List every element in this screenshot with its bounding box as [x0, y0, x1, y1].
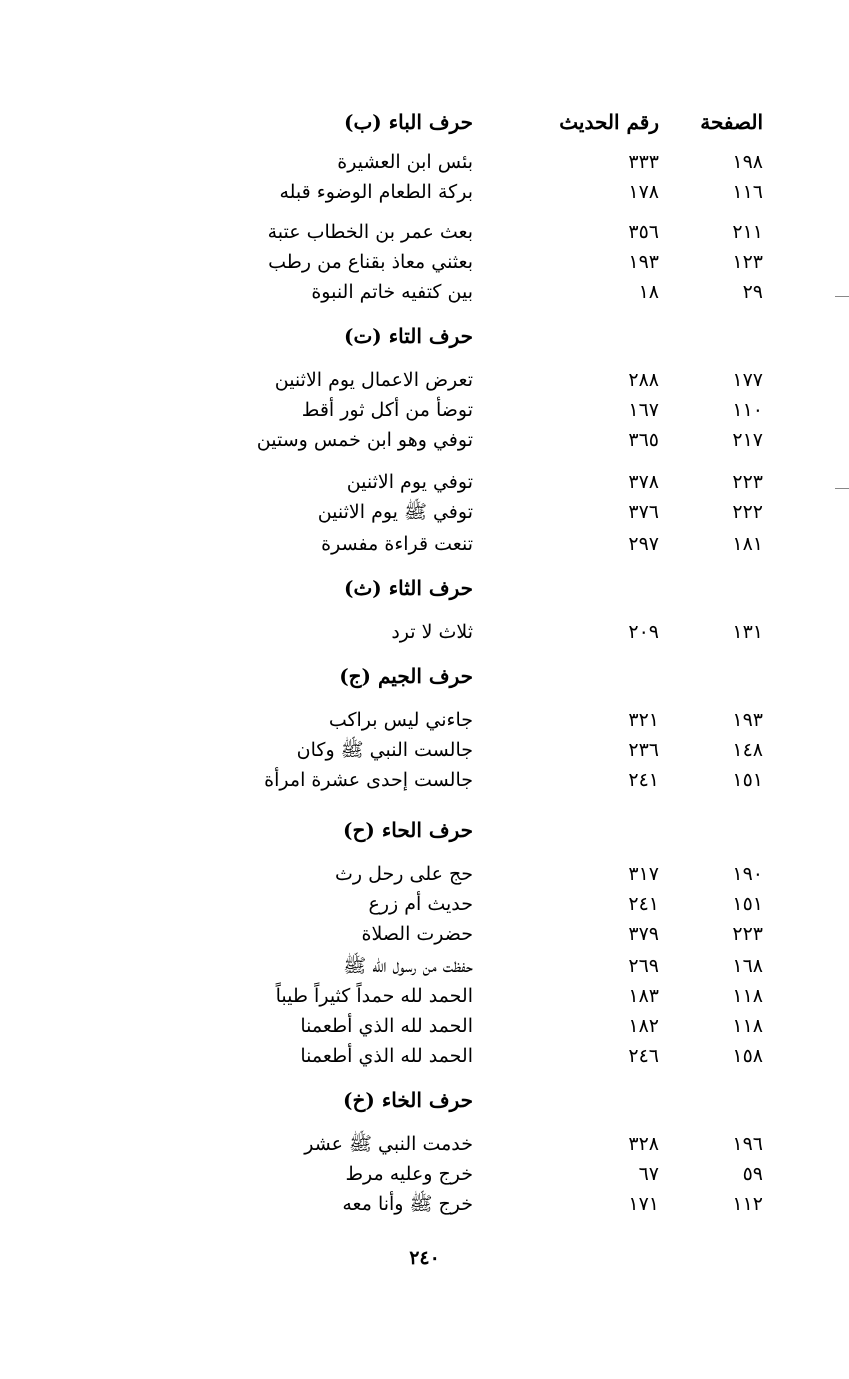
entry-hadith-number: ٢٦٩ — [628, 955, 659, 977]
entry-text: بركة الطعام الوضوء قبله — [279, 181, 473, 203]
entry-hadith-number: ١٧٨ — [628, 181, 659, 203]
entry-hadith-number: ١٧١ — [628, 1193, 659, 1215]
entry-page-number: ١٤٨ — [732, 739, 763, 761]
entry-page-number: ١٦٨ — [732, 955, 763, 977]
scan-mark — [835, 488, 849, 489]
entry-page-number: ١٥١ — [732, 769, 763, 791]
entry-hadith-number: ٢٨٨ — [628, 369, 659, 391]
entry-text: بين كتفيه خاتم النبوة — [311, 281, 473, 303]
page-number: ٢٤٠ — [409, 1247, 440, 1269]
entry-hadith-number: ٣٢١ — [628, 709, 659, 731]
column-header-hadith-number: رقم الحديث — [559, 110, 659, 134]
entry-text: جالست النبي ﷺ وكان — [296, 739, 473, 761]
entry-hadith-number: ٣٧٨ — [628, 471, 659, 493]
entry-page-number: ١٣١ — [732, 621, 763, 643]
entry-page-number: ٢١٧ — [732, 429, 763, 451]
entry-page-number: ٢٩ — [742, 281, 763, 303]
entry-text: بعثني معاذ بقناع من رطب — [268, 251, 473, 273]
entry-page-number: ١١٠ — [732, 399, 763, 421]
entry-text: الحمد لله الذي أطعمنا — [300, 1015, 473, 1037]
entry-text: ثلاث لا ترد — [391, 621, 473, 643]
entry-hadith-number: ٣٧٩ — [628, 923, 659, 945]
entry-hadith-number: ٣٢٨ — [628, 1133, 659, 1155]
entry-page-number: ٥٩ — [742, 1163, 763, 1185]
entry-text: توضأ من أكل ثور أقط — [301, 399, 473, 421]
entry-hadith-number: ٣٥٦ — [628, 221, 659, 243]
entry-hadith-number: ٣١٧ — [628, 863, 659, 885]
entry-page-number: ١٥٨ — [732, 1045, 763, 1067]
entry-text: الحمد لله حمداً كثيراً طيباً — [275, 985, 473, 1007]
entry-page-number: ١٥١ — [732, 893, 763, 915]
entry-page-number: ١١٦ — [732, 181, 763, 203]
entry-hadith-number: ٢٠٩ — [628, 621, 659, 643]
section-heading: حرف الباء (ب) — [344, 110, 473, 134]
entry-text: جاءني ليس براكب — [328, 709, 473, 731]
entry-page-number: ٢٢٣ — [732, 923, 763, 945]
entry-hadith-number: ٣٦٥ — [628, 429, 659, 451]
entry-page-number: ١١٨ — [732, 1015, 763, 1037]
entry-text: خدمت النبي ﷺ عشر — [304, 1133, 473, 1155]
entry-page-number: ١٧٧ — [732, 369, 763, 391]
entry-page-number: ١٩٦ — [732, 1133, 763, 1155]
entry-page-number: ١٨١ — [732, 533, 763, 555]
entry-hadith-number: ٢٤٦ — [628, 1045, 659, 1067]
entry-page-number: ١٩٣ — [732, 709, 763, 731]
entry-text: توفي وهو ابن خمس وستين — [256, 429, 473, 451]
entry-hadith-number: ٢٤١ — [628, 893, 659, 915]
entry-hadith-number: ١٦٧ — [628, 399, 659, 421]
section-heading: حرف التاء (ت) — [344, 324, 473, 348]
entry-hadith-number: ٢٩٧ — [628, 533, 659, 555]
entry-text: حج على رحل رث — [335, 863, 473, 885]
entry-hadith-number: ١٩٣ — [628, 251, 659, 273]
scan-mark — [835, 296, 849, 297]
section-heading: حرف الحاء (ح) — [343, 818, 473, 842]
entry-text: خرج ﷺ وأنا معه — [342, 1193, 473, 1215]
entry-page-number: ١٩٨ — [732, 151, 763, 173]
entry-hadith-number: ٦٧ — [638, 1163, 659, 1185]
entry-hadith-number: ١٨٢ — [628, 1015, 659, 1037]
entry-text: توفي يوم الاثنين — [346, 471, 473, 493]
entry-page-number: ٢٢٣ — [732, 471, 763, 493]
entry-page-number: ٢٢٢ — [732, 501, 763, 523]
entry-page-number: ١١٢ — [732, 1193, 763, 1215]
entry-page-number: ١١٨ — [732, 985, 763, 1007]
entry-text: بئس ابن العشيرة — [337, 151, 473, 173]
entry-text: توفي ﷺ يوم الاثنين — [317, 501, 473, 523]
entry-hadith-number: ١٨ — [638, 281, 659, 303]
entry-page-number: ١٢٣ — [732, 251, 763, 273]
entry-hadith-number: ١٨٣ — [628, 985, 659, 1007]
entry-text: تعرض الاعمال يوم الاثنين — [274, 369, 473, 391]
entry-text: حفظت من رسول الله ﷺ — [343, 955, 473, 977]
entry-page-number: ١٩٠ — [732, 863, 763, 885]
entry-text: بعث عمر بن الخطاب عتبة — [267, 221, 473, 243]
entry-hadith-number: ٣٣٣ — [628, 151, 659, 173]
entry-text: الحمد لله الذي أطعمنا — [300, 1045, 473, 1067]
entry-text: تنعت قراءة مفسرة — [321, 533, 473, 555]
entry-text: حضرت الصلاة — [361, 923, 473, 945]
column-header-page: الصفحة — [700, 110, 763, 134]
entry-hadith-number: ٢٣٦ — [628, 739, 659, 761]
entry-text: خرج وعليه مرط — [345, 1163, 473, 1185]
entry-hadith-number: ٢٤١ — [628, 769, 659, 791]
section-heading: حرف الخاء (خ) — [343, 1088, 473, 1112]
entry-page-number: ٢١١ — [732, 221, 763, 243]
section-heading: حرف الجيم (ج) — [339, 664, 473, 688]
entry-hadith-number: ٣٧٦ — [628, 501, 659, 523]
section-heading: حرف الثاء (ث) — [344, 576, 473, 600]
entry-text: حديث أم زرع — [368, 893, 473, 915]
entry-text: جالست إحدى عشرة امرأة — [264, 769, 473, 791]
